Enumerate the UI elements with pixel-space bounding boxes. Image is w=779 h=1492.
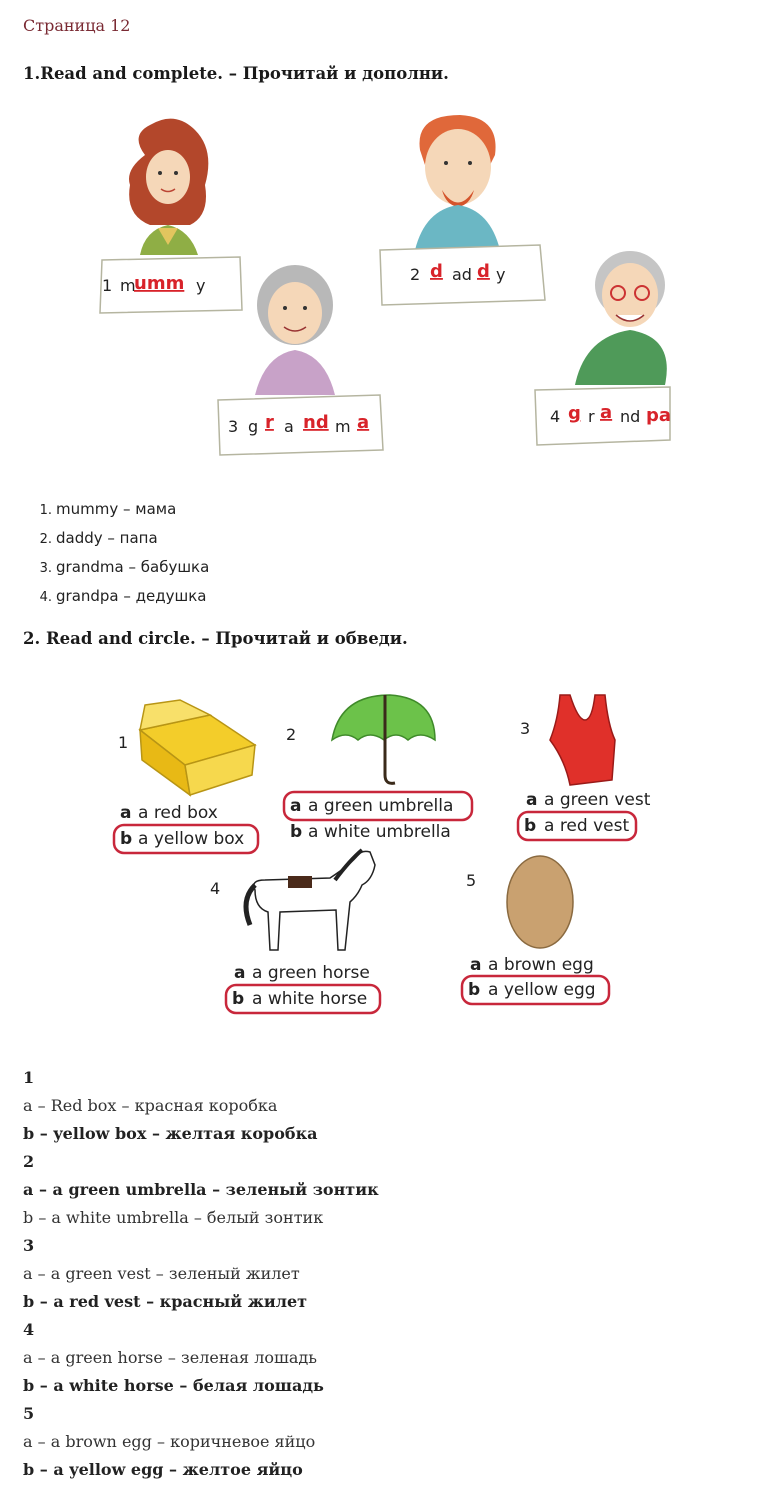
item5-a-text: a brown egg	[488, 955, 594, 975]
solution-1-b: b – yellow box – желтая коробка	[23, 1124, 318, 1143]
mummy-card-num: 1	[102, 276, 113, 295]
grandpa-card-fill1: g	[568, 403, 581, 424]
list-item	[28, 529, 209, 558]
solution-3-b: b – a red vest – красный жилет	[23, 1292, 308, 1311]
grandma-card-fill1: r	[265, 412, 274, 433]
list-item-text: grandpa – дедушка	[56, 587, 207, 605]
solution-1-a: a – Red box – красная коробка	[23, 1096, 278, 1115]
red-vest-picture	[550, 695, 615, 785]
item2-b-text: a white umbrella	[308, 822, 451, 842]
item4-a-text: a green horse	[252, 963, 370, 983]
item4-b-text: a white horse	[252, 989, 368, 1009]
item1-number: 1	[118, 733, 129, 752]
list-item-text: mummy – мама	[56, 500, 177, 518]
list-item-number: 3.	[39, 561, 52, 576]
grandpa-card-num: 4	[550, 407, 561, 426]
item4-b-letter: b	[232, 989, 245, 1009]
solution-2-b: b – a white umbrella – белый зонтик	[23, 1208, 324, 1227]
list-item-number: 4.	[39, 590, 52, 605]
solution-2-a: a – a green umbrella – зеленый зонтик	[23, 1180, 379, 1199]
item1-a-letter: a	[120, 803, 132, 823]
list-item-number: 2.	[39, 532, 52, 547]
daddy-card-num: 2	[410, 265, 421, 284]
exercise1-heading: 1.Read and complete. – Прочитай и дополни.	[23, 64, 449, 83]
daddy-card-plain2: ad	[452, 265, 472, 284]
grandpa-card-plain1: r	[588, 407, 595, 426]
brown-egg-picture	[507, 856, 573, 948]
grandpa-card-fill3: pa	[646, 405, 672, 426]
white-horse-picture	[246, 850, 375, 950]
item5-b-text: a yellow egg	[488, 980, 596, 1000]
item3-number: 3	[520, 719, 531, 738]
grandma-card-num: 3	[228, 417, 239, 436]
item1-a-text: a red box	[138, 803, 218, 823]
solution-4-a: a – a green horse – зеленая лошадь	[23, 1348, 317, 1367]
item4-a-letter: a	[234, 963, 246, 983]
exercise1-answer-list	[28, 500, 209, 616]
list-item-text: grandma – бабушка	[56, 558, 210, 576]
item1-b-text: a yellow box	[138, 829, 245, 849]
solution-4-b: b – a white horse – белая лошадь	[23, 1376, 324, 1395]
daddy-card	[380, 245, 545, 305]
grandma-card-plain3: m	[335, 417, 351, 436]
item3-a-letter: a	[526, 790, 538, 810]
mummy-card-plain1: m	[120, 276, 136, 295]
item5-a-letter: a	[470, 955, 482, 975]
grandma-card-fill2: nd	[303, 412, 329, 433]
daddy-card-plain3: y	[496, 265, 506, 284]
item3-b-letter: b	[524, 816, 537, 836]
solution-2-number: 2	[23, 1152, 35, 1171]
daddy-card-fill2: d	[477, 261, 490, 282]
item1-b-letter: b	[120, 829, 133, 849]
yellow-box-picture	[140, 700, 255, 795]
item5-number: 5	[466, 871, 477, 890]
circle-illustration	[100, 680, 680, 1020]
solution-5-b: b – a yellow egg – желтое яйцо	[23, 1460, 303, 1479]
item2-a-letter: a	[290, 796, 302, 816]
grandma-card	[218, 395, 383, 455]
grandpa-picture	[575, 251, 667, 385]
mummy-card-plain2: y	[196, 276, 206, 295]
item5-b-letter: b	[468, 980, 481, 1000]
solution-3-a: a – a green vest – зеленый жилет	[23, 1264, 300, 1283]
grandma-picture	[255, 265, 335, 395]
page-title: Страница 12	[23, 16, 131, 35]
item2-a-text: a green umbrella	[308, 796, 454, 816]
green-umbrella-picture	[332, 695, 435, 783]
daddy-picture	[415, 115, 500, 250]
grandma-card-plain2: a	[284, 417, 294, 436]
item2-b-letter: b	[290, 822, 303, 842]
solution-4-number: 4	[23, 1320, 35, 1339]
list-item-number: 1.	[39, 503, 52, 518]
list-item	[28, 587, 209, 616]
item2-number: 2	[286, 725, 297, 744]
family-illustration	[90, 105, 690, 465]
item3-b-text: a red vest	[544, 816, 630, 836]
solution-1-number: 1	[23, 1068, 35, 1087]
grandpa-card-plain2: nd	[620, 407, 641, 426]
mummy-card-fill1: umm	[134, 273, 185, 294]
daddy-card-fill1: d	[430, 261, 443, 282]
exercise2-heading: 2. Read and circle. – Прочитай и обведи.	[23, 629, 408, 648]
mummy-picture	[129, 119, 208, 255]
grandpa-card	[535, 387, 671, 445]
grandma-card-fill3: a	[357, 412, 370, 433]
list-item	[28, 558, 209, 587]
grandpa-card-fill2: a	[600, 402, 613, 423]
mummy-card	[100, 257, 242, 313]
item3-a-text: a green vest	[544, 790, 651, 810]
list-item-text: daddy – папа	[56, 529, 158, 547]
grandma-card-plain1: g	[248, 417, 259, 436]
item4-number: 4	[210, 879, 221, 898]
solution-3-number: 3	[23, 1236, 35, 1255]
solution-5-a: a – a brown egg – коричневое яйцо	[23, 1432, 316, 1451]
list-item	[28, 500, 209, 529]
solution-5-number: 5	[23, 1404, 35, 1423]
